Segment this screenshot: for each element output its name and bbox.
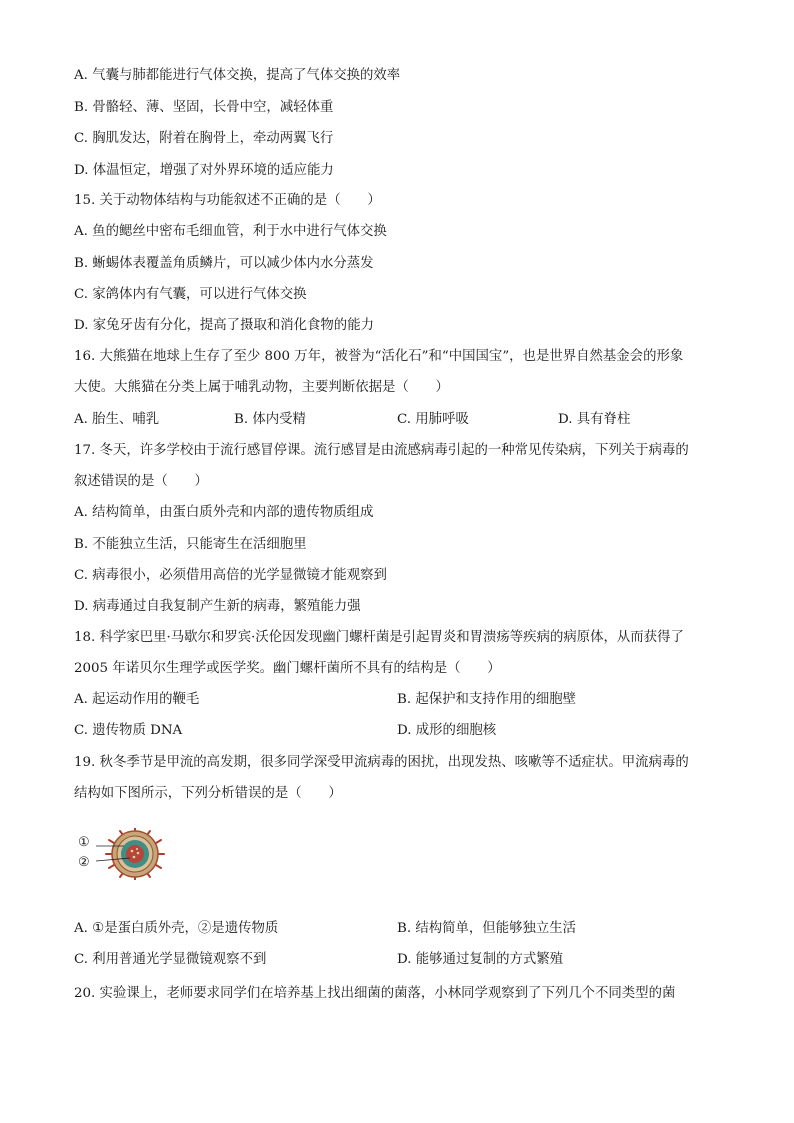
q15-option-d: D. 家兔牙齿有分化，提高了摄取和消化食物的能力 <box>74 318 374 333</box>
q14-option-d: D. 体温恒定，增强了对外界环境的适应能力 <box>74 163 334 178</box>
q17-stem-line-1: 17. 冬天，许多学校由于流行感冒停课。流行感冒是由流感病毒引起的一种常见传染病，下列关于病毒的 <box>74 443 689 458</box>
q17-option-d: D. 病毒通过自我复制产生新的病毒，繁殖能力强 <box>74 599 361 614</box>
q19-option-d: D. 能够通过复制的方式繁殖 <box>397 952 564 967</box>
q17-option-a: A. 结构简单，由蛋白质外壳和内部的遗传物质组成 <box>74 505 374 520</box>
q18-option-b: B. 起保护和支持作用的细胞壁 <box>397 692 577 707</box>
q14-option-c: C. 胸肌发达，附着在胸骨上，牵动两翼飞行 <box>74 131 334 146</box>
q19-stem-line-2: 结构如下图所示，下列分析错误的是（ ） <box>74 786 342 801</box>
q18-stem-line-2: 2005 年诺贝尔生理学或医学奖。幽门螺杆菌所不具有的结构是（ ） <box>74 661 501 676</box>
q17-option-b: B. 不能独立生活，只能寄生在活细胞里 <box>74 537 307 552</box>
q16-option-b: B. 体内受精 <box>234 412 306 427</box>
q19-option-a: A. ①是蛋白质外壳，②是遗传物质 <box>74 921 279 936</box>
q17-stem-line-2: 叙述错误的是（ ） <box>74 474 208 489</box>
q16-option-a: A. 胎生、哺乳 <box>74 412 160 427</box>
figure-label-1: ① <box>78 835 90 850</box>
virus-illustration <box>78 828 178 880</box>
q18-option-a: A. 起运动作用的鞭毛 <box>74 692 200 707</box>
q16-stem-line-2: 大使。大熊猫在分类上属于哺乳动物，主要判断依据是（ ） <box>74 380 449 395</box>
q15-option-a: A. 鱼的鳃丝中密布毛细血管，利于水中进行气体交换 <box>74 224 387 239</box>
q14-option-a: A. 气囊与肺都能进行气体交换，提高了气体交换的效率 <box>74 68 401 83</box>
q19-option-b: B. 结构简单，但能够独立生活 <box>397 921 577 936</box>
q15-option-b: B. 蜥蜴体表覆盖角质鳞片，可以减少体内水分蒸发 <box>74 256 374 271</box>
q18-option-c: C. 遗传物质 DNA <box>74 723 183 738</box>
virus-structure-figure <box>78 828 178 880</box>
q14-option-b: B. 骨骼轻、薄、坚固，长骨中空，减轻体重 <box>74 100 334 115</box>
q15-stem: 15. 关于动物体结构与功能叙述不正确的是（ ） <box>74 193 381 208</box>
q16-stem-line-1: 16. 大熊猫在地球上生存了至少 800 万年，被誉为“活化石”和“中国国宝”，也是世界自然基金会的形象 <box>74 349 684 364</box>
q19-stem-line-1: 19. 秋冬季节是甲流的高发期，很多同学深受甲流病毒的困扰，出现发热、咳嗽等不适症状。甲流病毒的 <box>74 755 689 770</box>
q18-option-d: D. 成形的细胞核 <box>397 723 497 738</box>
virus-genetic-core <box>126 845 144 863</box>
q18-stem-line-1: 18. 科学家巴里·马歇尔和罗宾·沃伦因发现幽门螺杆菌是引起胃炎和胃溃疡等疾病的病原体，从而获得了 <box>74 630 684 645</box>
q15-option-c: C. 家鸽体内有气囊，可以进行气体交换 <box>74 287 307 302</box>
figure-label-2: ② <box>78 855 90 870</box>
q20-stem-line-1: 20. 实验课上，老师要求同学们在培养基上找出细菌的菌落，小林同学观察到了下列几个不同类型的菌 <box>74 986 676 1001</box>
q19-option-c: C. 利用普通光学显微镜观察不到 <box>74 952 267 967</box>
q16-option-c: C. 用肺呼吸 <box>397 412 469 427</box>
q16-option-d: D. 具有脊柱 <box>558 412 631 427</box>
q17-option-c: C. 病毒很小，必须借用高倍的光学显微镜才能观察到 <box>74 568 387 583</box>
